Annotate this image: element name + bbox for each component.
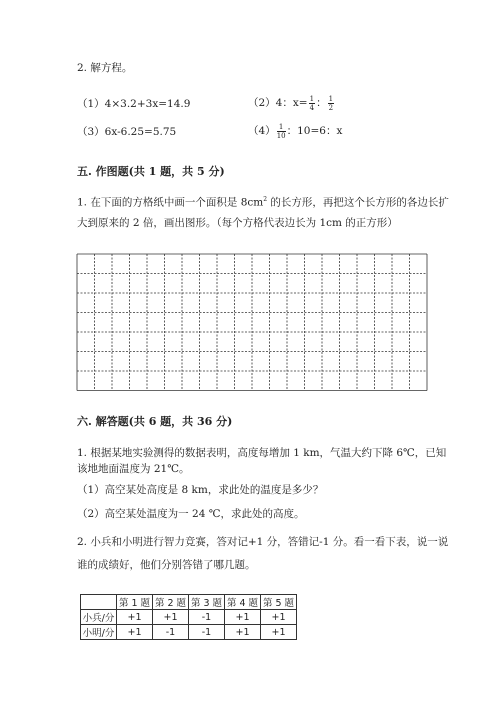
table-cell: -1	[189, 610, 225, 625]
table-cell: -1	[153, 625, 189, 640]
table-cell: +1	[117, 610, 153, 625]
table-cell: +1	[153, 610, 189, 625]
temperature-subquestion-2: （2）高空某处温度为一 24 ℃，求此处的高度。	[77, 508, 305, 520]
equation-4-prefix: （4）	[248, 125, 276, 137]
equation-3: （3）6x-6.25=5.75	[77, 126, 177, 138]
ratio-sign: ：	[316, 97, 327, 109]
table-cell: +1	[261, 610, 297, 625]
table-cell: -1	[189, 625, 225, 640]
contest-question-line-2: 谁的成绩好，他们分别答错了哪几题。	[77, 559, 256, 571]
contest-question-line-1: 2. 小兵和小明进行智力竞赛，答对记+1 分，答错记-1 分。看一看下表，说一说	[77, 536, 449, 548]
fraction-one-quarter: $\frac{1}{4}$	[309, 94, 315, 112]
header-cell-q4: 第 4 题	[225, 595, 261, 610]
equation-2-prefix: （2）4：x=	[248, 97, 308, 109]
section-6-title: 六. 解答题(共 6 题，共 36 分)	[77, 415, 233, 428]
section-5-question-line-2: 大到原来的 2 倍，画出图形。（每个方格代表边长为 1cm 的正方形）	[77, 217, 398, 229]
equation-2	[248, 93, 335, 113]
header-cell-blank	[81, 595, 117, 610]
score-table	[80, 594, 297, 640]
row-label-xiaoming: 小明/分	[81, 625, 117, 640]
row-label-xiaobing: 小兵/分	[81, 610, 117, 625]
table-row	[81, 610, 297, 625]
temperature-question-line-2: 该地地面温度为 21℃。	[77, 463, 190, 475]
equation-1: （1）4×3.2+3x=14.9	[77, 98, 191, 110]
equation-4-suffix: ：10=6：x	[286, 125, 343, 137]
table-row	[81, 625, 297, 640]
section-5-title: 五. 作图题(共 1 题，共 5 分)	[77, 165, 225, 178]
header-cell-q3: 第 3 题	[189, 595, 225, 610]
section-5-question-line-1: 1. 在下面的方格纸中画一个面积是 $8cm^2$ 的长方形，再把这个长方形的各边长扩	[77, 196, 449, 209]
solve-equations-heading: 2. 解方程。	[77, 62, 133, 74]
header-cell-q2: 第 2 题	[153, 595, 189, 610]
square-grid-paper	[76, 253, 428, 392]
equation-4	[248, 121, 342, 141]
temperature-subquestion-1: （1）高空某处高度是 8 km，求此处的温度是多少？	[77, 484, 324, 496]
table-cell: +1	[225, 610, 261, 625]
temperature-question-line-1: 1. 根据某地实验测得的数据表明，高度每增加 1 km，气温大约下降 6℃，已知	[77, 447, 447, 459]
score-table-header-row	[81, 595, 297, 610]
fraction-one-tenth: $\frac{1}{10}$	[276, 122, 286, 140]
header-cell-q5: 第 5 题	[261, 595, 297, 610]
table-cell: +1	[225, 625, 261, 640]
table-cell: +1	[261, 625, 297, 640]
header-cell-q1: 第 1 题	[117, 595, 153, 610]
table-cell: +1	[117, 625, 153, 640]
fraction-one-half: $\frac{1}{2}$	[328, 94, 334, 112]
